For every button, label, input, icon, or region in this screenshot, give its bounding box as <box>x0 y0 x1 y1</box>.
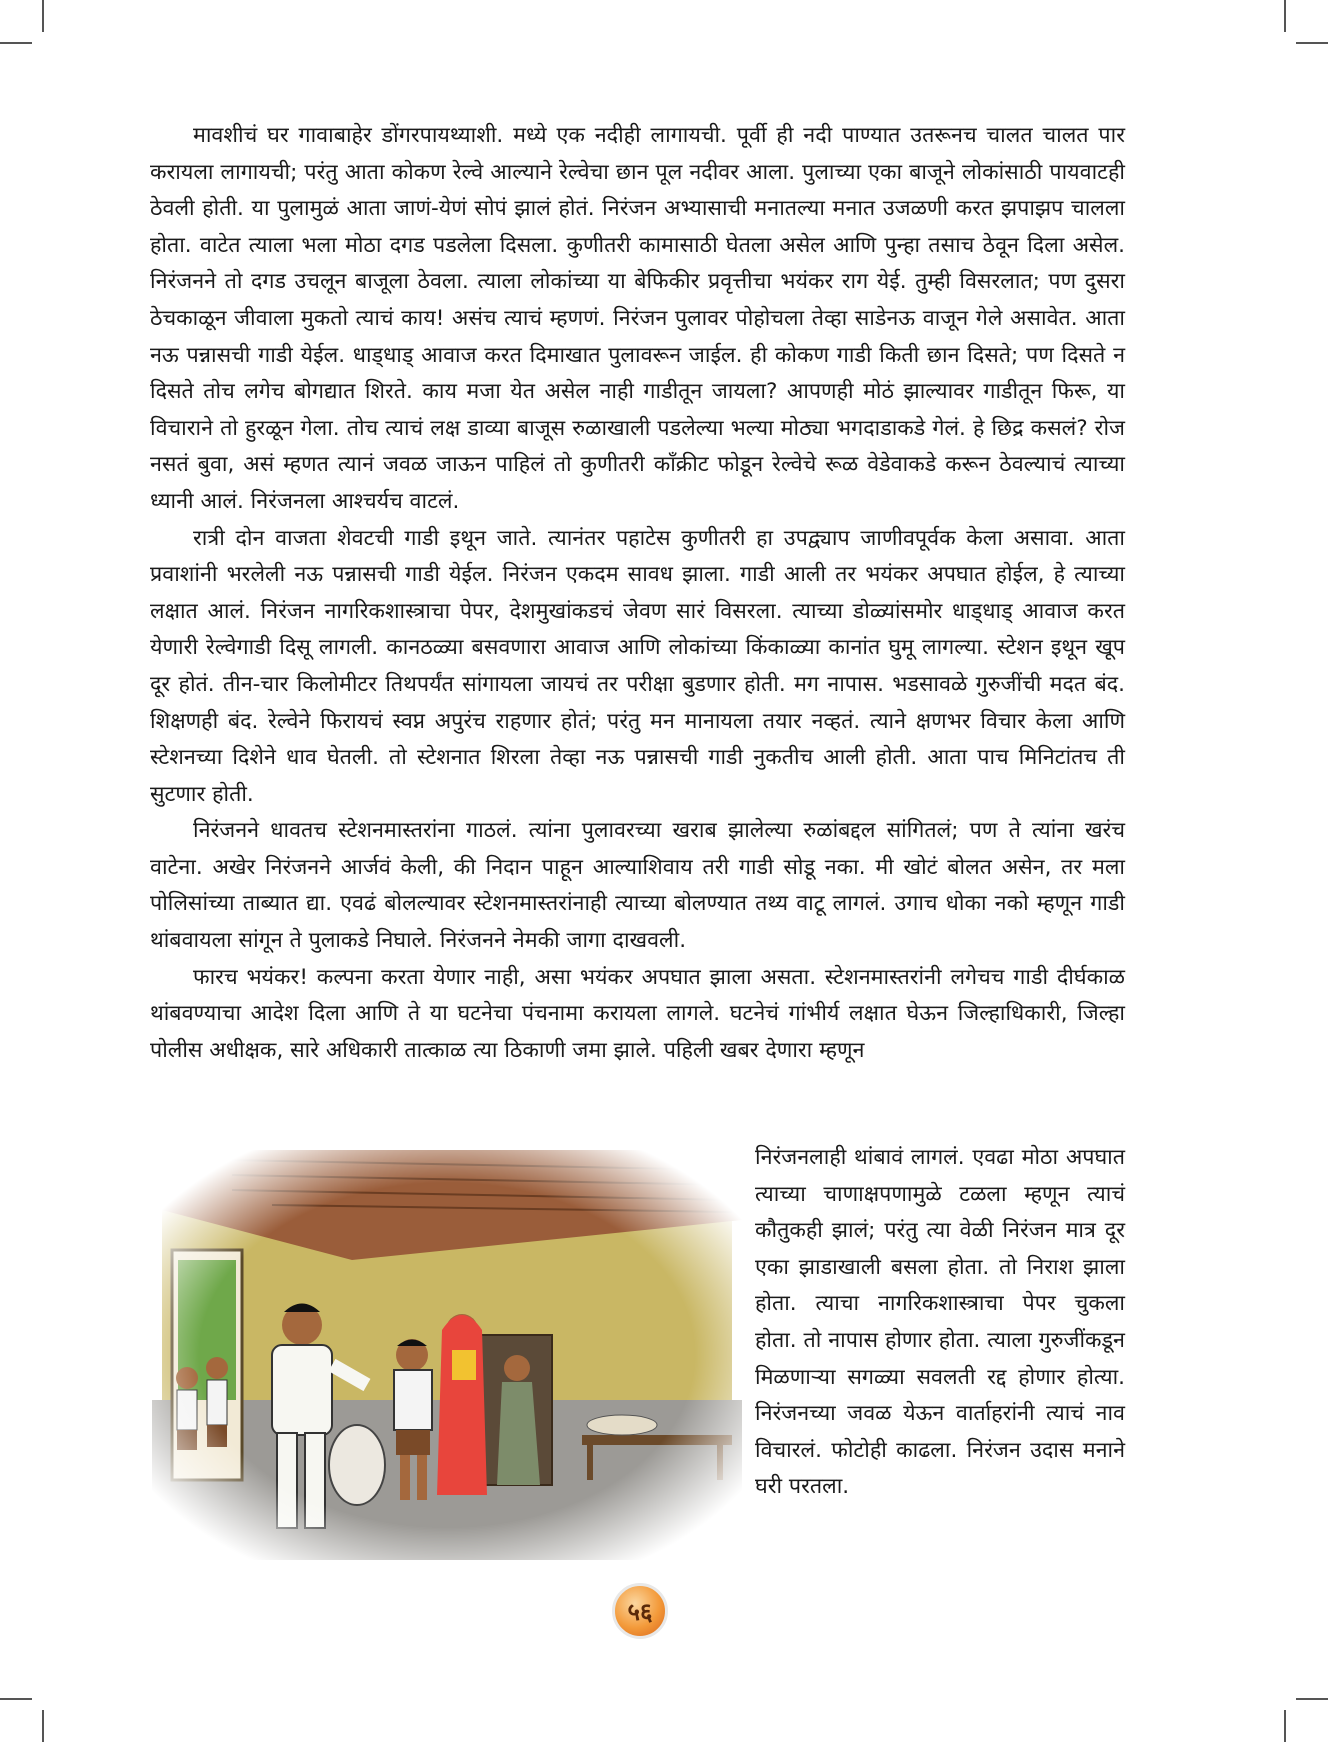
crop-mark-bottom-left-v <box>42 1710 44 1742</box>
crop-mark-bottom-right-h <box>1296 1698 1328 1700</box>
story-body <box>150 118 1125 1069</box>
crop-mark-bottom-left-h <box>0 1698 32 1700</box>
paragraph-1: मावशीचं घर गावाबाहेर डोंगरपायथ्याशी. मध्ये एक नदीही लागायची. पूर्वी ही नदी पाण्यात उतरूनच चालत चालत पार करायला लागायची; परंतु आता कोकण रेल्वे आल्याने रेल्वेचा छान पूल नदीवर आला. पुलाच्या एका बाजूने लोकांसाठी पायवाटही ठेवली होती. या पुलामुळं आता जाणं-येणं सोपं झालं होतं. निरंजन अभ्यासाची मनातल्या मनात उजळणी करत झपाझप चालला होता. वाटेत त्याला भला मोठा दगड पडलेला दिसला. कुणीतरी कामासाठी घेतला असेल आणि पुन्हा तसाच ठेवून दिला असेल. निरंजनने तो दगड उचलून बाजूला ठेवला. त्याला लोकांच्या या बेफिकीर प्रवृत्तीचा भयंकर राग येई. तुम्ही विसरलात; पण दुसरा ठेचकाळून जीवाला मुकतो त्याचं काय! असंच त्याचं म्हणणं. निरंजन पुलावर पोहोचला तेव्हा साडेनऊ वाजून गेले असावेत. आता नऊ पन्नासची गाडी येईल. धाड्धाड् आवाज करत दिमाखात पुलावरून जाईल. ही कोकण गाडी किती छान दिसते; पण दिसते न दिसते तोच लगेच बोगद्यात शिरते. काय मजा येत असेल नाही गाडीतून जायला? आपणही मोठं झाल्यावर गाडीतून फिरू, या विचाराने तो हुरळून गेला. तोच त्याचं लक्ष डाव्या बाजूस रुळाखाली पडलेल्या भल्या मोठ्या भगदाडाकडे गेलं. हे छिद्र कसलं? रोज नसतं बुवा, असं म्हणत त्यानं जवळ जाऊन पाहिलं तो कुणीतरी काँक्रीट फोडून रेल्वेचे रूळ वेडेवाकडे करून ठेवल्याचं त्याच्या ध्यानी आलं. निरंजनला आश्चर्यच वाटलं. <box>150 123 1125 514</box>
paragraph-3: निरंजनने धावतच स्टेशनमास्तरांना गाठलं. त्यांना पुलावरच्या खराब झालेल्या रुळांबद्दल सांगितलं; पण ते त्यांना खरंच वाटेना. अखेर निरंजनने आर्जवं केली, की निदान पाहून आल्याशिवाय तरी गाडी सोडू नका. मी खोटं बोलत असेन, तर मला पोलिसांच्या ताब्यात द्या. एवढं बोलल्यावर स्टेशनमास्तरांनाही त्याच्या बोलण्यात तथ्य वाटू लागलं. उगाच धोका नको म्हणून गाडी थांबवायला सांगून ते पुलाकडे निघाले. निरंजनने नेमकी जागा दाखवली. <box>150 818 1125 954</box>
page-number-badge <box>612 1583 668 1639</box>
story-illustration <box>152 1150 742 1560</box>
paragraph-2: रात्री दोन वाजता शेवटची गाडी इथून जाते. त्यानंतर पहाटेस कुणीतरी हा उपद्व्याप जाणीवपूर्वक केला असावा. आता प्रवाशांनी भरलेली नऊ पन्नासची गाडी येईल. निरंजन एकदम सावध झाला. गाडी आली तर भयंकर अपघात होईल, हे त्याच्या लक्षात आलं. निरंजन नागरिकशास्त्राचा पेपर, देशमुखांकडचं जेवण सारं विसरला. त्याच्या डोळ्यांसमोर धाड्धाड् आवाज करत येणारी रेल्वेगाडी दिसू लागली. कानठळ्या बसवणारा आवाज आणि लोकांच्या किंकाळ्या कानांत घुमू लागल्या. स्टेशन इथून खूप दूर होतं. तीन-चार किलोमीटर तिथपर्यंत सांगायला जायचं तर परीक्षा बुडणार होती. मग नापास. भडसावळे गुरुजींची मदत बंद. शिक्षणही बंद. रेल्वेने फिरायचं स्वप्न अपुरंच राहणार होतं; परंतु मन मानायला तयार नव्हतं. त्याने क्षणभर विचार केला आणि स्टेशनच्या दिशेने धाव घेतली. तो स्टेशनात शिरला तेव्हा नऊ पन्नासची गाडी नुकतीच आली होती. आता पाच मिनिटांतच ती सुटणार होती. <box>150 525 1125 807</box>
crop-mark-top-left-h <box>0 42 32 44</box>
crop-mark-top-right-h <box>1296 42 1328 44</box>
crop-mark-top-right-v <box>1284 0 1286 32</box>
crop-mark-top-left-v <box>42 0 44 32</box>
page-number: ५६ <box>612 1583 668 1639</box>
paragraph-4: फारच भयंकर! कल्पना करता येणार नाही, असा भयंकर अपघात झाला असता. स्टेशनमास्तरांनी लगेचच गाडी दीर्घकाळ थांबवण्याचा आदेश दिला आणि ते या घटनेचा पंचनामा करायला लागले. घटनेचं गांभीर्य लक्षात घेऊन जिल्हाधिकारी, जिल्हा पोलीस अधीक्षक, सारे अधिकारी तात्काळ त्या ठिकाणी जमा झाले. पहिली खबर देणारा म्हणून <box>150 964 1125 1063</box>
crop-mark-bottom-right-v <box>1284 1710 1286 1742</box>
paragraph-wrap-beside-illustration: निरंजनलाही थांबावं लागलं. एवढा मोठा अपघात त्याच्या चाणाक्षपणामुळे टळला म्हणून त्याचं कौतुकही झालं; परंतु त्या वेळी निरंजन मात्र दूर एका झाडाखाली बसला होता. तो निराश झाला होता. त्याचा नागरिकशास्त्राचा पेपर चुकला होता. तो नापास होणार होता. त्याला गुरुजींकडून मिळणाऱ्या सगळ्या सवलती रद्द होणार होत्या. निरंजनच्या जवळ येऊन वार्ताहरांनी त्याचं नाव विचारलं. फोटोही काढला. निरंजन उदास मनाने घरी परतला. <box>755 1145 1125 1500</box>
